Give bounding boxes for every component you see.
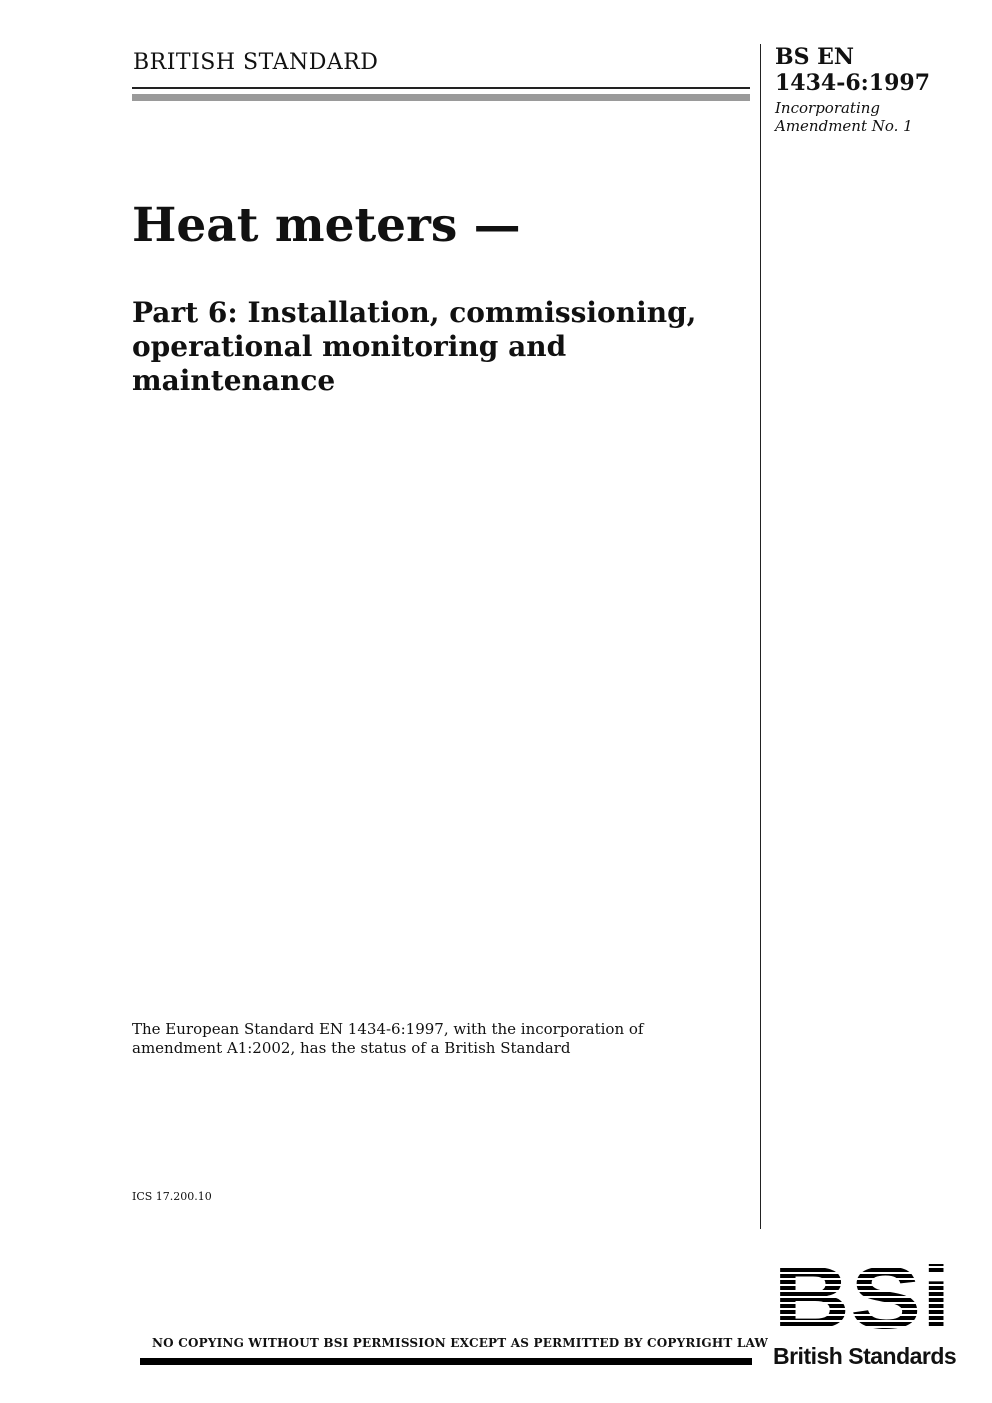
document-title: Heat meters — (132, 198, 521, 253)
header-rule-thick (132, 94, 750, 101)
amendment-line2: Amendment No. 1 (775, 117, 913, 135)
subtitle-line1: Part 6: Installation, commissioning, (132, 296, 697, 329)
subtitle-line2: operational monitoring and (132, 330, 567, 363)
copyright-notice: NO COPYING WITHOUT BSI PERMISSION EXCEPT AS PERMITTED BY COPYRIGHT LAW (152, 1336, 769, 1350)
subtitle-line3: maintenance (132, 364, 336, 397)
standard-number-line1: BS EN (775, 44, 855, 70)
svg-text:BSi: BSi (773, 1262, 951, 1336)
status-line2: amendment A1:2002, has the status of a British Standard (132, 1039, 571, 1057)
ics-code: ICS 17.200.10 (132, 1190, 212, 1203)
document-subtitle (132, 296, 752, 398)
amendment-note (775, 99, 975, 135)
bsi-brand-name: British Standards (773, 1343, 957, 1369)
standard-number-line2: 1434-6:1997 (775, 70, 931, 96)
amendment-line1: Incorporating (775, 99, 881, 117)
standard-number (775, 44, 975, 96)
status-statement (132, 1020, 742, 1058)
bsi-logo-icon (773, 1262, 953, 1336)
status-line1: The European Standard EN 1434-6:1997, with the incorporation of (132, 1020, 644, 1038)
document-series-label: BRITISH STANDARD (133, 50, 379, 75)
header-rule-thin (132, 87, 750, 89)
footer-rule (140, 1358, 752, 1365)
margin-divider (760, 44, 761, 1229)
